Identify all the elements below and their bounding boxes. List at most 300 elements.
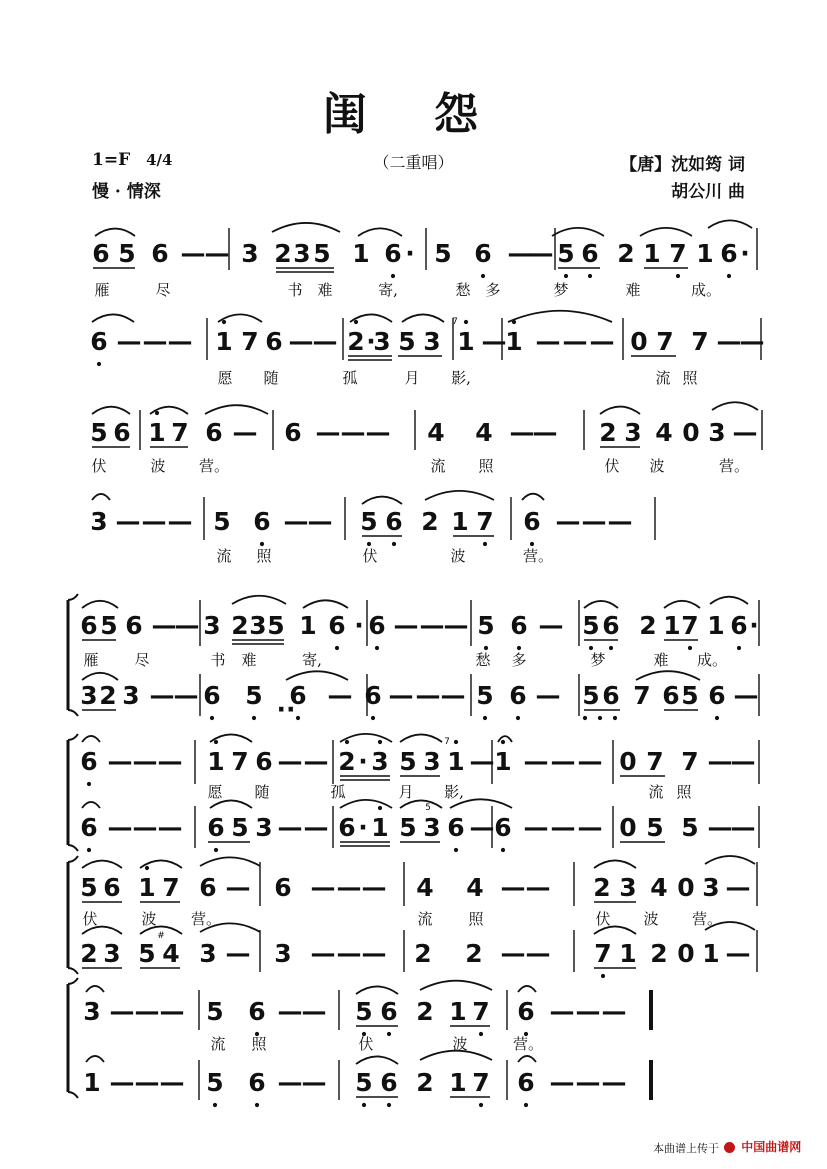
undefined: 7 — [656, 327, 674, 356]
undefined: 4 — [466, 873, 484, 902]
octave-dot-low — [255, 1103, 259, 1107]
sustain-dash: — — [535, 327, 561, 356]
undefined: 6 — [517, 997, 535, 1026]
undefined: 5 — [213, 507, 231, 536]
sustain-dash: — — [739, 327, 765, 356]
octave-dot-low — [252, 716, 256, 720]
system-bracket — [68, 845, 78, 851]
sustain-dash: — — [141, 507, 167, 536]
slur — [636, 671, 700, 680]
lyric: 营。 — [522, 547, 554, 565]
sustain-dash: — — [283, 507, 309, 536]
sustain-dash: — — [732, 418, 758, 447]
note: 6 — [510, 611, 528, 640]
slur — [522, 494, 544, 500]
lyric: 营。 — [512, 1035, 544, 1053]
lyric: 难 — [625, 281, 641, 299]
sustain-dash: — — [581, 507, 607, 536]
slur — [498, 736, 512, 742]
octave-dot-low — [601, 974, 605, 978]
undefined: 6 — [284, 418, 302, 447]
octave-dot-low — [375, 646, 379, 650]
undefined: 2 — [416, 997, 434, 1026]
undefined: 7 — [646, 747, 664, 776]
lyric: 营。 — [691, 910, 723, 928]
sustain-dash: — — [532, 418, 558, 447]
undefined: 2 — [593, 873, 611, 902]
lyric: 影, — [444, 783, 464, 801]
undefined: 0 — [619, 813, 637, 842]
note: 1 — [707, 611, 725, 640]
note: 3 — [293, 239, 311, 268]
undefined: 5 — [245, 681, 263, 710]
slur — [82, 601, 118, 608]
octave-dot-low — [688, 646, 692, 650]
undefined: 1 — [449, 997, 467, 1026]
undefined: 0 — [677, 873, 695, 902]
slur — [92, 407, 130, 414]
undefined: 4 — [416, 873, 434, 902]
undefined: 3 — [199, 939, 217, 968]
lyric: 波 — [649, 457, 665, 475]
sustain-dash: — — [393, 611, 419, 640]
undefined: 2 — [416, 1068, 434, 1097]
sustain-dash: — — [288, 327, 314, 356]
note: 5 — [267, 611, 285, 640]
system-bracket — [68, 968, 78, 974]
octave-dot-low — [501, 848, 505, 852]
slur — [92, 314, 134, 322]
slur — [425, 491, 494, 500]
octave-dot-low — [676, 274, 680, 278]
sustain-dash: — — [716, 327, 742, 356]
sustain-dash: — — [550, 747, 576, 776]
note: 5 — [434, 239, 452, 268]
undefined: 1 — [494, 747, 512, 776]
undefined: 1 — [207, 747, 225, 776]
undefined: 7 — [691, 327, 709, 356]
slur — [82, 673, 118, 680]
undefined: 6 — [380, 1068, 398, 1097]
undefined: 7 — [241, 327, 259, 356]
dot-augment: · — [740, 239, 750, 268]
sustain-dash: — — [730, 813, 756, 842]
upload-note: 本曲谱上传于 — [653, 1142, 719, 1155]
sustain-dash: — — [555, 507, 581, 536]
grace-note: 7 — [452, 317, 458, 327]
system-bracket — [68, 1092, 78, 1098]
slur — [340, 800, 392, 808]
sustain-dash: — — [388, 681, 414, 710]
sustain-dash: — — [167, 507, 193, 536]
lyric: 波 — [643, 910, 659, 928]
note: 5 — [557, 239, 575, 268]
slur — [508, 311, 612, 322]
undefined: 6 — [274, 873, 292, 902]
undefined: 0 — [619, 747, 637, 776]
note: 6 — [151, 239, 169, 268]
undefined: 7 — [171, 418, 189, 447]
page-title: 闺 怨 — [322, 89, 505, 140]
lyric: 愿 — [217, 369, 233, 387]
octave-dot-high — [378, 806, 382, 810]
note: 2 — [639, 611, 657, 640]
note: 1 — [696, 239, 714, 268]
sustain-dash: — — [232, 418, 258, 447]
sustain-dash: — — [307, 507, 333, 536]
note: 6 — [720, 239, 738, 268]
sustain-dash: — — [500, 873, 526, 902]
sustain-dash: — — [204, 239, 230, 268]
sustain-dash: — — [303, 813, 329, 842]
undefined: 5 — [399, 747, 417, 776]
note: 6 — [474, 239, 492, 268]
undefined: 6 — [265, 327, 283, 356]
octave-dot-low — [213, 1103, 217, 1107]
undefined: 2 — [599, 418, 617, 447]
lyric: 成。 — [696, 651, 728, 669]
undefined: 2 — [650, 939, 668, 968]
undefined: 2 — [80, 939, 98, 968]
octave-dot-low — [362, 1103, 366, 1107]
sustain-dash: — — [733, 681, 759, 710]
octave-dot-high — [345, 740, 349, 744]
slur — [205, 405, 268, 414]
lyric: 伏 — [604, 457, 620, 475]
lyric: 多 — [485, 281, 501, 299]
undefined: 1 — [371, 813, 389, 842]
lyric: 波 — [150, 457, 166, 475]
lyric: 难 — [241, 651, 257, 669]
sustain-dash: — — [174, 611, 200, 640]
slur — [710, 597, 748, 604]
undefined: 1 — [702, 939, 720, 968]
lyric: 流 — [210, 1035, 226, 1053]
undefined: 1 — [457, 327, 475, 356]
sustain-dash: — — [315, 418, 341, 447]
grace-note: 5 — [425, 803, 431, 813]
slur — [82, 802, 100, 808]
undefined: 3 — [122, 681, 140, 710]
undefined: 3 — [373, 327, 391, 356]
lyric: 梦 — [590, 651, 606, 669]
lyric: 营。 — [190, 910, 222, 928]
slur — [95, 229, 135, 236]
undefined: 4 — [475, 418, 493, 447]
octave-dot-low — [598, 716, 602, 720]
sustain-dash: — — [142, 327, 168, 356]
sustain-dash: — — [303, 747, 329, 776]
note: 1 — [643, 239, 661, 268]
slur — [210, 800, 252, 808]
sustain-dash: — — [116, 327, 142, 356]
dot-augment: · — [405, 239, 415, 268]
octave-dot-low — [87, 782, 91, 786]
undefined: 3 — [103, 939, 121, 968]
octave-dot-low — [210, 716, 214, 720]
slur — [400, 734, 442, 742]
undefined: 6 — [517, 1068, 535, 1097]
octave-dot-low — [588, 274, 592, 278]
octave-dot-low — [613, 716, 617, 720]
lyric: 流 — [216, 547, 232, 565]
note: 6 — [92, 239, 110, 268]
sustain-dash: — — [277, 813, 303, 842]
sustain-dash: — — [601, 1068, 627, 1097]
slur — [272, 223, 340, 232]
subtitle: （二重唱） — [373, 153, 454, 172]
slur — [82, 861, 122, 868]
sustain-dash: — — [310, 939, 336, 968]
undefined: 1 — [138, 873, 156, 902]
octave-dot-high — [222, 320, 226, 324]
note: 6 — [581, 239, 599, 268]
sustain-dash: — — [509, 418, 535, 447]
lyric: 月 — [404, 369, 420, 387]
octave-dot-low — [727, 274, 731, 278]
site-logo-text: 中国曲谱网 — [741, 1140, 802, 1154]
slur — [356, 1056, 398, 1064]
octave-dot-low — [387, 1103, 391, 1107]
lyric: 雁 — [94, 281, 110, 299]
note: 6 — [730, 611, 748, 640]
octave-dot-low — [392, 542, 396, 546]
note: 5 — [118, 239, 136, 268]
undefined: 6 — [248, 997, 266, 1026]
system-bracket — [68, 734, 78, 740]
lyric: 月 — [398, 783, 414, 801]
undefined: 4 — [650, 873, 668, 902]
sustain-dash: — — [327, 681, 353, 710]
octave-dot-low — [483, 716, 487, 720]
slur — [86, 986, 104, 992]
undefined: 2 — [421, 507, 439, 536]
octave-dot-low — [260, 542, 264, 546]
undefined: 1 — [83, 1068, 101, 1097]
sustain-dash: — — [167, 327, 193, 356]
undefined: 5 — [399, 813, 417, 842]
sustain-dash: — — [310, 873, 336, 902]
lyric: 伏 — [91, 457, 107, 475]
undefined: 7 — [231, 747, 249, 776]
slur — [640, 228, 692, 236]
sustain-dash: — — [730, 747, 756, 776]
sharp-accidental: # — [157, 931, 165, 941]
octave-dot-low — [589, 646, 593, 650]
key-signature: 1=F — [92, 150, 131, 170]
undefined: 5 — [138, 939, 156, 968]
lyric: 流 — [648, 783, 664, 801]
slur — [232, 596, 286, 604]
octave-dot-low — [481, 274, 485, 278]
sustain-dash: — — [107, 747, 133, 776]
sustain-dash: — — [419, 611, 445, 640]
undefined: 4 — [427, 418, 445, 447]
sustain-dash: — — [549, 1068, 575, 1097]
sustain-dash: — — [707, 747, 733, 776]
note: 1 — [352, 239, 370, 268]
undefined: 6 — [447, 813, 465, 842]
slur — [712, 402, 758, 410]
sustain-dash: — — [589, 327, 615, 356]
undefined: 6 — [203, 681, 221, 710]
undefined: 0 — [682, 418, 700, 447]
octave-dot-low — [479, 1032, 483, 1036]
octave-dot-low — [609, 646, 613, 650]
sustain-dash: — — [469, 747, 495, 776]
slur — [708, 220, 752, 228]
lyric: 寄, — [378, 281, 398, 299]
note: 6 — [80, 611, 98, 640]
lyric: 随 — [254, 783, 270, 801]
sustain-dash: — — [577, 747, 603, 776]
octave-dot-low — [87, 848, 91, 852]
sustain-dash: — — [562, 327, 588, 356]
sustain-dash: — — [159, 997, 185, 1026]
note: 5 — [477, 611, 495, 640]
note: 6 — [602, 611, 620, 640]
undefined: 0 — [630, 327, 648, 356]
sustain-dash: — — [361, 873, 387, 902]
undefined: 3 — [255, 813, 273, 842]
octave-dot-low — [517, 646, 521, 650]
undefined: 2 — [465, 939, 483, 968]
sustain-dash: — — [523, 813, 549, 842]
undefined: 6 — [248, 1068, 266, 1097]
undefined: 7 — [162, 873, 180, 902]
undefined: 6 — [113, 418, 131, 447]
slur — [552, 228, 604, 236]
sustain-dash: — — [301, 1068, 327, 1097]
octave-dot-low — [516, 716, 520, 720]
octave-dot-low — [97, 362, 101, 366]
slur — [92, 494, 110, 500]
undefined: 3 — [423, 813, 441, 842]
sustain-dash: — — [312, 327, 338, 356]
octave-dot-low — [524, 1103, 528, 1107]
lyric: 书 — [287, 281, 303, 299]
undefined: 3 — [619, 873, 637, 902]
lyric: 营。 — [718, 457, 750, 475]
octave-dot-high — [214, 740, 218, 744]
sustain-dash: — — [535, 681, 561, 710]
octave-dot-high — [155, 411, 159, 415]
dot-augment: · — [354, 611, 364, 640]
slur — [600, 407, 640, 414]
lyric: 流 — [430, 457, 446, 475]
slur — [518, 1056, 536, 1062]
lyric: 照 — [256, 547, 272, 565]
undefined: 3 — [371, 747, 389, 776]
sustain-dash: — — [157, 813, 183, 842]
slur — [356, 986, 398, 994]
slur — [420, 981, 492, 990]
octave-dot-low — [387, 1032, 391, 1036]
undefined: 6 — [289, 681, 307, 710]
composer-credit: 胡公川 曲 — [671, 182, 745, 202]
octave-dot-low — [454, 848, 458, 852]
sustain-dash: — — [301, 997, 327, 1026]
note: 6 — [328, 611, 346, 640]
lyric: 伏 — [595, 910, 611, 928]
sustain-dash: — — [365, 418, 391, 447]
undefined: 4 — [655, 418, 673, 447]
sustain-dash: — — [528, 239, 554, 268]
undefined: 3 — [423, 327, 441, 356]
octave-dot-low — [583, 716, 587, 720]
undefined: 5 — [355, 997, 373, 1026]
octave-dot-low — [391, 274, 395, 278]
undefined: 2 — [347, 327, 365, 356]
sustain-dash: — — [151, 611, 177, 640]
system-bracket — [68, 710, 78, 716]
slur — [358, 228, 402, 236]
note: 1 — [299, 611, 317, 640]
sustain-dash: — — [109, 1068, 135, 1097]
undefined: 6 — [708, 681, 726, 710]
lyric: 愁 — [475, 651, 491, 669]
undefined: 6 — [494, 813, 512, 842]
sustain-dash: — — [115, 507, 141, 536]
slur — [86, 1056, 104, 1062]
system-bracket — [68, 594, 78, 600]
undefined: 5 — [360, 507, 378, 536]
lyric: 照 — [251, 1035, 267, 1053]
lyric: 成。 — [690, 281, 722, 299]
octave-dot-high — [378, 740, 382, 744]
octave-dot-high — [464, 320, 468, 324]
octave-dot-low — [296, 716, 300, 720]
note: 2 — [231, 611, 249, 640]
sustain-dash: — — [277, 997, 303, 1026]
lyric: 波 — [452, 1035, 468, 1053]
undefined: 3 — [274, 939, 292, 968]
sustain-dash: — — [523, 747, 549, 776]
note: 7 — [669, 239, 687, 268]
undefined: 6 — [90, 327, 108, 356]
octave-dot-high — [354, 320, 358, 324]
dot-augment: · — [358, 813, 368, 842]
lyric: 梦 — [553, 281, 569, 299]
undefined: 1 — [447, 747, 465, 776]
undefined: 6 — [385, 507, 403, 536]
lyric: 伏 — [358, 1035, 374, 1053]
lyric: 难 — [317, 281, 333, 299]
undefined: 5 — [355, 1068, 373, 1097]
lyric: 多 — [511, 651, 527, 669]
undefined: 6 — [662, 681, 680, 710]
sustain-dash: — — [469, 813, 495, 842]
undefined: 6 — [523, 507, 541, 536]
sustain-dash: — — [607, 507, 633, 536]
sustain-dash: — — [336, 939, 362, 968]
undefined: 7 — [472, 1068, 490, 1097]
undefined: 3 — [90, 507, 108, 536]
octave-dot-high — [145, 866, 149, 870]
undefined: 6 — [199, 873, 217, 902]
sustain-dash: — — [225, 873, 251, 902]
undefined: 6 — [207, 813, 225, 842]
sustain-dash: — — [180, 239, 206, 268]
sustain-dash: — — [340, 418, 366, 447]
time-signature: 4/4 — [146, 151, 173, 169]
slur — [664, 601, 700, 608]
sustain-dash: — — [107, 813, 133, 842]
slur — [518, 986, 536, 992]
octave-dot-low — [214, 848, 218, 852]
note: 3 — [249, 611, 267, 640]
undefined: 5 — [398, 327, 416, 356]
